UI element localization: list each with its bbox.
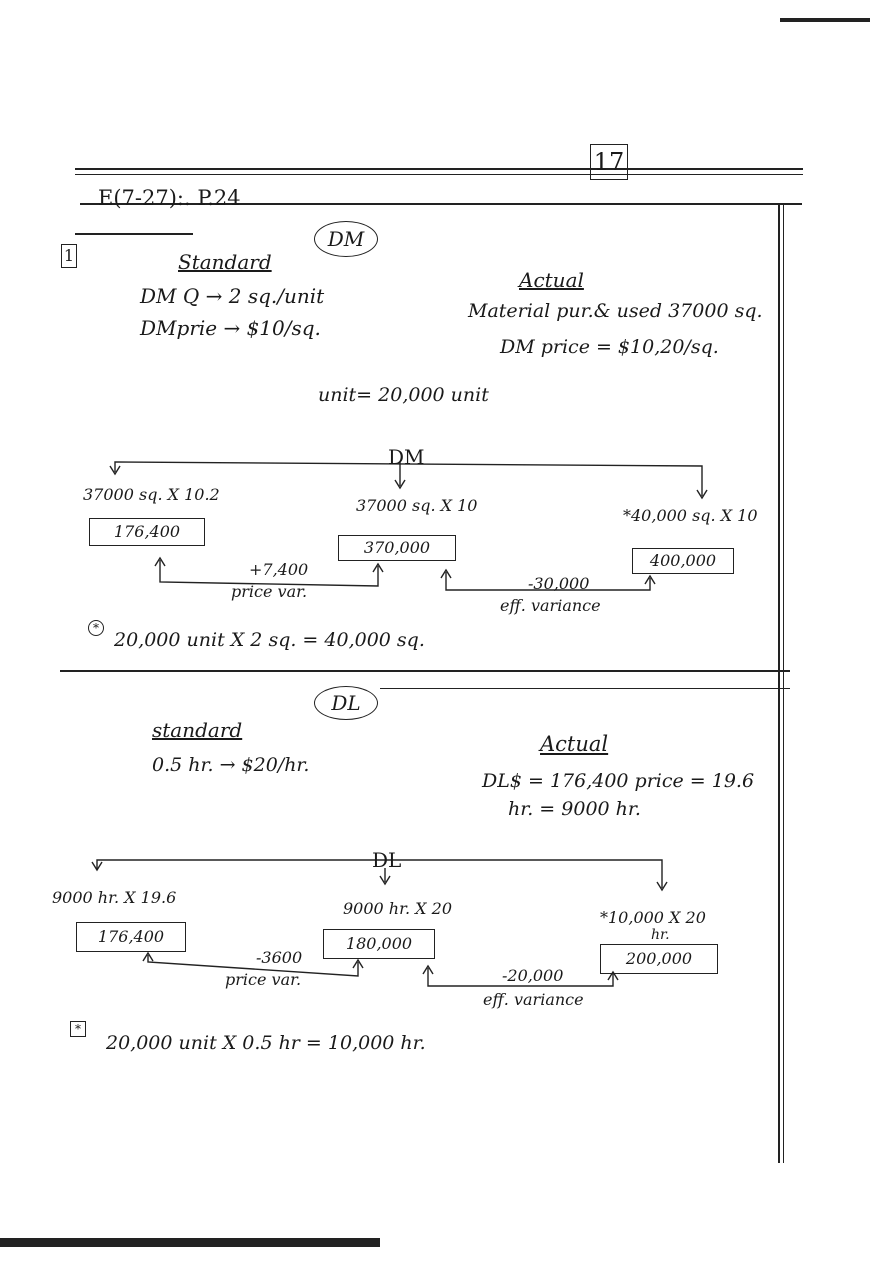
dm-left-value: 176,400	[89, 518, 205, 546]
dl-price-var-amount: -3600	[256, 948, 303, 967]
dl-actual-heading: Actual	[540, 732, 609, 756]
dl-eff-var-amount: -20,000	[502, 966, 564, 985]
dm-eff-var-label: eff. variance	[500, 596, 601, 615]
page-number: 17	[590, 144, 628, 180]
dl-mid-formula: 9000 hr. X 20	[343, 899, 453, 918]
dm-standard-line2: DMprie → $10/sq.	[140, 316, 321, 340]
dm-note: 20,000 unit X 2 sq. = 40,000 sq.	[114, 629, 425, 651]
dl-price-var-label: price var.	[225, 970, 302, 989]
dl-root: DL	[372, 848, 402, 872]
dl-actual-line2: hr. = 9000 hr.	[508, 798, 641, 820]
dl-left-formula: 9000 hr. X 19.6	[52, 888, 177, 907]
dm-eff-var-amount: -30,000	[528, 574, 590, 593]
dm-price-var-amount: +7,400	[249, 560, 309, 579]
dl-note: 20,000 unit X 0.5 hr = 10,000 hr.	[106, 1032, 426, 1054]
dl-standard-heading: standard	[152, 718, 243, 742]
dm-root: DM	[388, 445, 425, 469]
dl-note-marker: *	[70, 1021, 86, 1037]
dm-units: unit= 20,000 unit	[318, 384, 489, 406]
dm-mid-value: 370,000	[338, 535, 456, 561]
dl-title: DL	[314, 686, 378, 720]
dl-right-value: 200,000	[600, 944, 718, 974]
dm-mid-formula: 37000 sq. X 10	[356, 496, 478, 515]
dm-standard-line1: DM Q → 2 sq./unit	[140, 284, 325, 308]
dm-left-formula: 37000 sq. X 10.2	[83, 485, 220, 504]
dl-right-formula: *10,000 X 20	[600, 908, 706, 927]
dl-actual-line1: DL$ = 176,400 price = 19.6	[482, 770, 755, 792]
dm-note-marker: *	[88, 620, 104, 636]
dm-right-value: 400,000	[632, 548, 734, 574]
dl-mid-value: 180,000	[323, 929, 435, 959]
dm-standard-heading: Standard	[178, 250, 272, 274]
dm-part-number: 1	[61, 244, 77, 268]
dm-title: DM	[314, 221, 378, 257]
dm-actual-line2: DM price = $10,20/sq.	[500, 336, 719, 358]
dm-price-var-label: price var.	[231, 582, 308, 601]
dl-eff-var-label: eff. variance	[483, 990, 584, 1009]
page-header: E(7-27):. P.24	[98, 186, 241, 210]
dm-actual-heading: Actual	[519, 268, 584, 292]
dl-right-unit: hr.	[651, 927, 670, 943]
dm-right-formula: *40,000 sq. X 10	[623, 506, 758, 525]
dl-left-value: 176,400	[76, 922, 186, 952]
dl-standard-line1: 0.5 hr. → $20/hr.	[152, 754, 310, 776]
dm-actual-line1: Material pur.& used 37000 sq.	[468, 300, 763, 322]
